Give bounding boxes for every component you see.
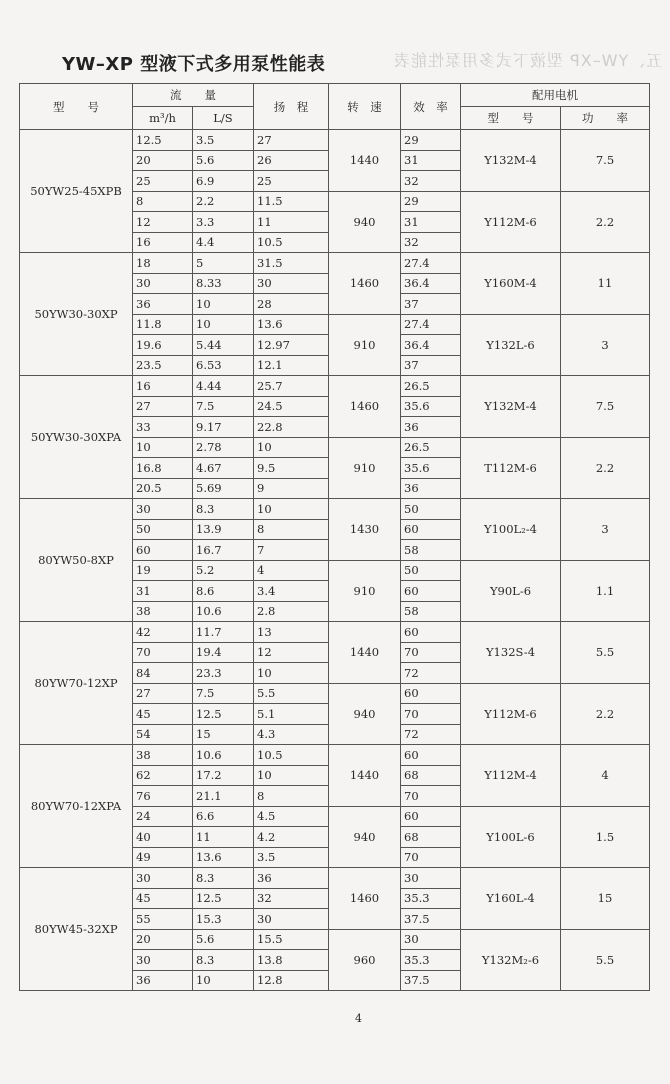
flow-ls-cell: 12.5 [193, 888, 254, 909]
motor-model-cell: Y160M-4 [461, 253, 561, 315]
table-row [20, 253, 650, 274]
table-row [20, 622, 650, 643]
head-cell: 12.8 [254, 970, 329, 991]
flow-m3h-cell: 76 [133, 786, 193, 807]
flow-m3h-cell: 45 [133, 704, 193, 725]
flow-ls-cell: 4.4 [193, 232, 254, 253]
pump-model-cell: 80YW50-8XP [20, 499, 133, 622]
flow-ls-cell: 11.7 [193, 622, 254, 643]
page-title: YW–XP 型液下式多用泵性能表 [62, 54, 326, 75]
flow-m3h-cell: 50 [133, 519, 193, 540]
head-cell: 10 [254, 765, 329, 786]
motor-model-cell: T112M-6 [461, 437, 561, 499]
flow-ls-cell: 10 [193, 970, 254, 991]
motor-power-cell: 2.2 [561, 437, 650, 499]
efficiency-cell: 50 [401, 499, 461, 520]
head-cell: 26 [254, 150, 329, 171]
flow-ls-cell: 12.5 [193, 704, 254, 725]
motor-model-cell: Y90L-6 [461, 560, 561, 622]
efficiency-cell: 31 [401, 212, 461, 233]
efficiency-cell: 36.4 [401, 273, 461, 294]
head-cell: 11.5 [254, 191, 329, 212]
flow-ls-cell: 8.6 [193, 581, 254, 602]
flow-m3h-cell: 30 [133, 499, 193, 520]
pump-model-cell: 80YW70-12XPA [20, 745, 133, 868]
flow-ls-cell: 16.7 [193, 540, 254, 561]
efficiency-cell: 68 [401, 827, 461, 848]
efficiency-cell: 31 [401, 150, 461, 171]
efficiency-cell: 32 [401, 232, 461, 253]
flow-ls-cell: 6.9 [193, 171, 254, 192]
speed-cell: 1440 [329, 745, 401, 807]
head-cell: 24.5 [254, 396, 329, 417]
flow-m3h-cell: 23.5 [133, 355, 193, 376]
motor-power-cell: 3 [561, 314, 650, 376]
flow-m3h-cell: 18 [133, 253, 193, 274]
flow-ls-cell: 5.6 [193, 150, 254, 171]
flow-ls-cell: 5.6 [193, 929, 254, 950]
motor-power-cell: 2.2 [561, 683, 650, 745]
efficiency-cell: 35.3 [401, 888, 461, 909]
flow-m3h-cell: 20 [133, 929, 193, 950]
table-body [20, 130, 650, 991]
head-cell: 22.8 [254, 417, 329, 438]
pump-performance-table [19, 83, 650, 991]
efficiency-cell: 70 [401, 704, 461, 725]
efficiency-cell: 72 [401, 724, 461, 745]
table-header [20, 84, 650, 130]
motor-power-cell: 1.1 [561, 560, 650, 622]
flow-m3h-cell: 24 [133, 806, 193, 827]
efficiency-cell: 60 [401, 519, 461, 540]
flow-ls-cell: 10 [193, 294, 254, 315]
motor-power-cell: 5.5 [561, 622, 650, 684]
speed-cell: 1440 [329, 130, 401, 192]
efficiency-cell: 29 [401, 191, 461, 212]
head-cell: 10 [254, 663, 329, 684]
flow-ls-cell: 5 [193, 253, 254, 274]
speed-cell: 910 [329, 314, 401, 376]
table-row [20, 868, 650, 889]
efficiency-cell: 60 [401, 683, 461, 704]
flow-ls-cell: 8.3 [193, 499, 254, 520]
head-cell: 10.5 [254, 745, 329, 766]
motor-model-cell: Y100L₂-4 [461, 499, 561, 561]
flow-m3h-cell: 30 [133, 273, 193, 294]
head-cell: 11 [254, 212, 329, 233]
flow-ls-cell: 19.4 [193, 642, 254, 663]
efficiency-cell: 30 [401, 929, 461, 950]
flow-ls-cell: 4.67 [193, 458, 254, 479]
head-cell: 15.5 [254, 929, 329, 950]
flow-m3h-cell: 38 [133, 601, 193, 622]
head-cell: 30 [254, 909, 329, 930]
motor-model-cell: Y132L-6 [461, 314, 561, 376]
flow-m3h-cell: 54 [133, 724, 193, 745]
motor-power-cell: 1.5 [561, 806, 650, 868]
speed-cell: 1430 [329, 499, 401, 561]
head-cell: 32 [254, 888, 329, 909]
speed-cell: 960 [329, 929, 401, 991]
motor-model-cell: Y112M-6 [461, 191, 561, 253]
efficiency-cell: 72 [401, 663, 461, 684]
flow-m3h-cell: 84 [133, 663, 193, 684]
bleed-through-title: 五、YW–XP 型液下式多用泵性能表 [392, 51, 662, 70]
flow-m3h-cell: 30 [133, 868, 193, 889]
speed-cell: 910 [329, 437, 401, 499]
speed-cell: 1440 [329, 622, 401, 684]
flow-ls-cell: 8.33 [193, 273, 254, 294]
flow-m3h-cell: 20.5 [133, 478, 193, 499]
efficiency-cell: 27.4 [401, 314, 461, 335]
flow-ls-cell: 13.9 [193, 519, 254, 540]
flow-m3h-cell: 27 [133, 396, 193, 417]
flow-m3h-cell: 8 [133, 191, 193, 212]
flow-ls-cell: 23.3 [193, 663, 254, 684]
page-number: 4 [355, 1012, 362, 1025]
motor-power-cell: 15 [561, 868, 650, 930]
motor-model-cell: Y132M₂-6 [461, 929, 561, 991]
head-cell: 13.6 [254, 314, 329, 335]
table-row [20, 376, 650, 397]
motor-model-cell: Y112M-4 [461, 745, 561, 807]
efficiency-cell: 50 [401, 560, 461, 581]
efficiency-cell: 70 [401, 642, 461, 663]
head-cell: 4.2 [254, 827, 329, 848]
head-cell: 3.5 [254, 847, 329, 868]
pump-model-cell: 80YW45-32XP [20, 868, 133, 991]
flow-m3h-cell: 10 [133, 437, 193, 458]
efficiency-cell: 27.4 [401, 253, 461, 274]
flow-m3h-cell: 25 [133, 171, 193, 192]
flow-ls-cell: 6.53 [193, 355, 254, 376]
flow-m3h-cell: 40 [133, 827, 193, 848]
pump-model-cell: 50YW30-30XPA [20, 376, 133, 499]
head-cell: 9.5 [254, 458, 329, 479]
header-efficiency: 效 率 [401, 84, 461, 130]
head-cell: 30 [254, 273, 329, 294]
flow-m3h-cell: 42 [133, 622, 193, 643]
head-cell: 25.7 [254, 376, 329, 397]
motor-power-cell: 3 [561, 499, 650, 561]
head-cell: 5.1 [254, 704, 329, 725]
flow-m3h-cell: 36 [133, 970, 193, 991]
efficiency-cell: 36.4 [401, 335, 461, 356]
flow-m3h-cell: 11.8 [133, 314, 193, 335]
head-cell: 12.97 [254, 335, 329, 356]
motor-power-cell: 2.2 [561, 191, 650, 253]
header-motor: 配用电机 [461, 84, 650, 107]
flow-ls-cell: 10 [193, 314, 254, 335]
efficiency-cell: 26.5 [401, 376, 461, 397]
speed-cell: 1460 [329, 868, 401, 930]
efficiency-cell: 70 [401, 786, 461, 807]
flow-ls-cell: 8.3 [193, 950, 254, 971]
flow-ls-cell: 4.44 [193, 376, 254, 397]
flow-ls-cell: 5.44 [193, 335, 254, 356]
flow-m3h-cell: 16 [133, 232, 193, 253]
flow-m3h-cell: 16 [133, 376, 193, 397]
head-cell: 13 [254, 622, 329, 643]
speed-cell: 1460 [329, 376, 401, 438]
table-row [20, 130, 650, 151]
motor-power-cell: 11 [561, 253, 650, 315]
head-cell: 4.3 [254, 724, 329, 745]
motor-model-cell: Y132M-4 [461, 130, 561, 192]
flow-m3h-cell: 49 [133, 847, 193, 868]
efficiency-cell: 32 [401, 171, 461, 192]
motor-power-cell: 4 [561, 745, 650, 807]
speed-cell: 940 [329, 806, 401, 868]
efficiency-cell: 35.3 [401, 950, 461, 971]
pump-model-cell: 80YW70-12XP [20, 622, 133, 745]
flow-ls-cell: 10.6 [193, 601, 254, 622]
speed-cell: 940 [329, 683, 401, 745]
motor-power-cell: 7.5 [561, 376, 650, 438]
efficiency-cell: 30 [401, 868, 461, 889]
flow-ls-cell: 6.6 [193, 806, 254, 827]
flow-ls-cell: 3.5 [193, 130, 254, 151]
head-cell: 8 [254, 786, 329, 807]
speed-cell: 1460 [329, 253, 401, 315]
head-cell: 2.8 [254, 601, 329, 622]
flow-ls-cell: 9.17 [193, 417, 254, 438]
head-cell: 3.4 [254, 581, 329, 602]
head-cell: 8 [254, 519, 329, 540]
efficiency-cell: 37 [401, 294, 461, 315]
efficiency-cell: 37.5 [401, 909, 461, 930]
header-flow: 流 量 [133, 84, 254, 107]
efficiency-cell: 58 [401, 601, 461, 622]
motor-model-cell: Y160L-4 [461, 868, 561, 930]
flow-ls-cell: 7.5 [193, 396, 254, 417]
efficiency-cell: 60 [401, 581, 461, 602]
motor-power-cell: 7.5 [561, 130, 650, 192]
head-cell: 10.5 [254, 232, 329, 253]
header-flow-ls: L/S [193, 107, 254, 130]
speed-cell: 910 [329, 560, 401, 622]
flow-m3h-cell: 19 [133, 560, 193, 581]
speed-cell: 940 [329, 191, 401, 253]
header-motor-power: 功 率 [561, 107, 650, 130]
efficiency-cell: 26.5 [401, 437, 461, 458]
flow-ls-cell: 10.6 [193, 745, 254, 766]
head-cell: 5.5 [254, 683, 329, 704]
head-cell: 7 [254, 540, 329, 561]
efficiency-cell: 60 [401, 622, 461, 643]
flow-ls-cell: 7.5 [193, 683, 254, 704]
efficiency-cell: 35.6 [401, 458, 461, 479]
header-speed: 转 速 [329, 84, 401, 130]
flow-ls-cell: 3.3 [193, 212, 254, 233]
head-cell: 12.1 [254, 355, 329, 376]
flow-m3h-cell: 55 [133, 909, 193, 930]
efficiency-cell: 35.6 [401, 396, 461, 417]
flow-ls-cell: 11 [193, 827, 254, 848]
flow-ls-cell: 2.78 [193, 437, 254, 458]
efficiency-cell: 68 [401, 765, 461, 786]
motor-model-cell: Y112M-6 [461, 683, 561, 745]
flow-m3h-cell: 16.8 [133, 458, 193, 479]
flow-m3h-cell: 12.5 [133, 130, 193, 151]
flow-ls-cell: 5.69 [193, 478, 254, 499]
flow-ls-cell: 17.2 [193, 765, 254, 786]
efficiency-cell: 37.5 [401, 970, 461, 991]
flow-m3h-cell: 30 [133, 950, 193, 971]
head-cell: 28 [254, 294, 329, 315]
header-flow-m3h: m³/h [133, 107, 193, 130]
flow-m3h-cell: 45 [133, 888, 193, 909]
flow-m3h-cell: 20 [133, 150, 193, 171]
efficiency-cell: 36 [401, 417, 461, 438]
head-cell: 13.8 [254, 950, 329, 971]
flow-m3h-cell: 38 [133, 745, 193, 766]
efficiency-cell: 70 [401, 847, 461, 868]
pump-model-cell: 50YW25-45XPB [20, 130, 133, 253]
flow-m3h-cell: 31 [133, 581, 193, 602]
head-cell: 31.5 [254, 253, 329, 274]
flow-m3h-cell: 36 [133, 294, 193, 315]
head-cell: 4 [254, 560, 329, 581]
header-motor-model: 型 号 [461, 107, 561, 130]
flow-ls-cell: 15.3 [193, 909, 254, 930]
efficiency-cell: 29 [401, 130, 461, 151]
motor-model-cell: Y132M-4 [461, 376, 561, 438]
flow-ls-cell: 21.1 [193, 786, 254, 807]
head-cell: 36 [254, 868, 329, 889]
flow-ls-cell: 15 [193, 724, 254, 745]
head-cell: 25 [254, 171, 329, 192]
motor-model-cell: Y132S-4 [461, 622, 561, 684]
head-cell: 4.5 [254, 806, 329, 827]
header-head: 扬 程 [254, 84, 329, 130]
flow-m3h-cell: 19.6 [133, 335, 193, 356]
efficiency-cell: 60 [401, 806, 461, 827]
table-row [20, 745, 650, 766]
motor-model-cell: Y100L-6 [461, 806, 561, 868]
efficiency-cell: 58 [401, 540, 461, 561]
efficiency-cell: 60 [401, 745, 461, 766]
flow-ls-cell: 13.6 [193, 847, 254, 868]
flow-m3h-cell: 60 [133, 540, 193, 561]
pump-model-cell: 50YW30-30XP [20, 253, 133, 376]
flow-m3h-cell: 12 [133, 212, 193, 233]
header-model: 型 号 [20, 84, 133, 130]
head-cell: 12 [254, 642, 329, 663]
flow-ls-cell: 5.2 [193, 560, 254, 581]
head-cell: 10 [254, 499, 329, 520]
flow-ls-cell: 2.2 [193, 191, 254, 212]
flow-m3h-cell: 70 [133, 642, 193, 663]
efficiency-cell: 37 [401, 355, 461, 376]
motor-power-cell: 5.5 [561, 929, 650, 991]
head-cell: 27 [254, 130, 329, 151]
flow-m3h-cell: 62 [133, 765, 193, 786]
flow-ls-cell: 8.3 [193, 868, 254, 889]
efficiency-cell: 36 [401, 478, 461, 499]
table-row [20, 499, 650, 520]
head-cell: 9 [254, 478, 329, 499]
head-cell: 10 [254, 437, 329, 458]
flow-m3h-cell: 27 [133, 683, 193, 704]
flow-m3h-cell: 33 [133, 417, 193, 438]
